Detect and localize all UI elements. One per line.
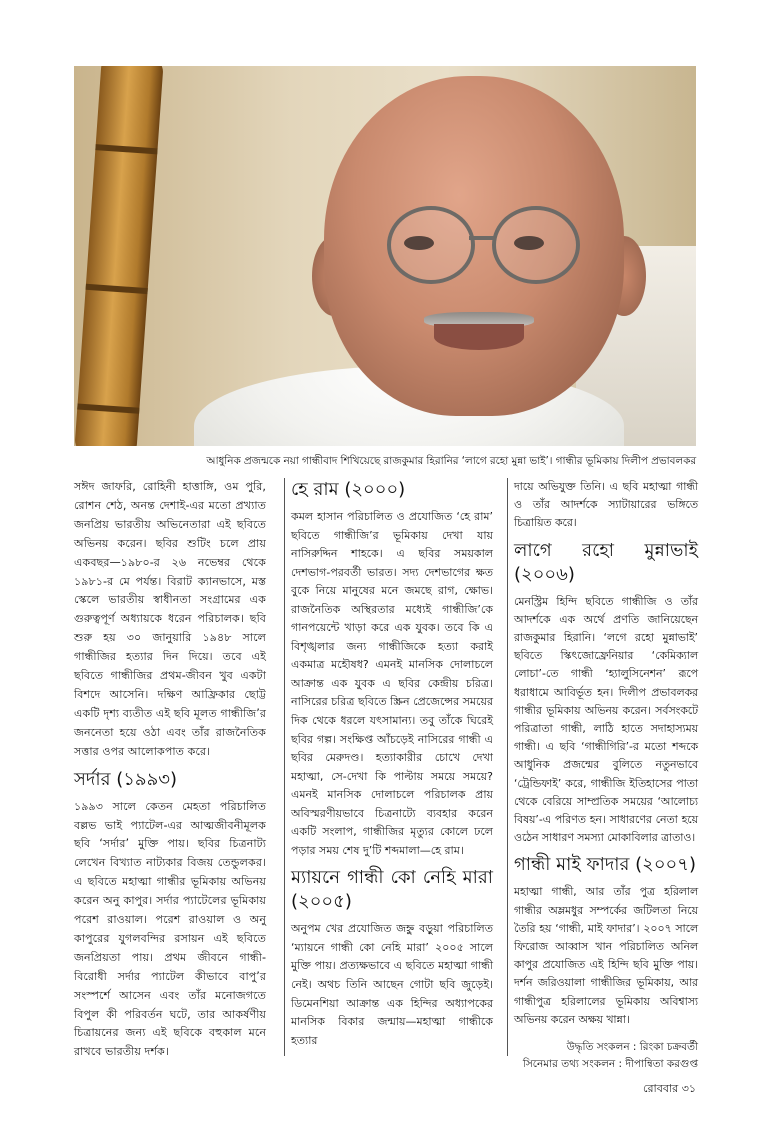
credit-film-info: সিনেমার তথ্য সংকলন : দীপান্বিতা করগুপ্ত <box>522 1058 698 1071</box>
section-heading-sardar: সর্দার (১৯৯৩) <box>74 768 177 790</box>
photo-right-spectacle <box>492 206 580 284</box>
column-3 <box>507 478 698 1071</box>
gandhi-photo <box>74 66 696 446</box>
photo-left-spectacle <box>387 206 475 284</box>
hey-ram-paragraph: কমল হাসান পরিচালিত ও প্রযোজিত ‘হে রাম’ ছবিতে গান্ধীজি’র ভূমিকায় দেখা যায় নাসিরুদ্দিন শাহকে। এ ছবির সময়কাল দেশভাগ-পরবর্তী ভারত। সদ্য দেশভাগের ক্ষত বুকে নিয়ে মানুষের মনে জমছে রাগ, ক্ষোভ। রাজনৈতিক অস্থিরতার মধ্যেই গান্ধীজি’কে গানপয়েন্টে খাড়া করে এক যুবক। তবে কি এ বিশৃঙ্খলার জন্য গান্ধীজিকে হত্যা করাই একমাত্র মহৌষধ? এমনই মানসিক দোলাচলে আক্রান্ত এক যুবক এ ছবির কেন্দ্রীয় চরিত্র। নাসিরের চরিত্র ছবিতে স্ক্রিন প্রেজেন্সের সময়ের দিক থেকে ধরলে যৎসামান্য। তবু তাঁকে ঘিরেই ছবির গল্প। সংক্ষিপ্ত আঁচড়েই নাসিরের গান্ধী এ ছবির মেরুদণ্ড। হত্যাকারীর চোখে দেখা মহাত্মা, সে-দেখা কি পাল্টায় সময়ে সময়ে? এমনই মানসিক দোলাচলে পরিচালক প্রায় অবিস্মরণীয়ভাবে চিত্রনাট্যে ব্যবহার করেন একটি সংলাপ, গান্ধীজির মৃত্যুর কোলে ঢলে পড়ার সময় শেষ দু’টি শব্দমালা—হে রাম। <box>291 510 493 857</box>
sardar-paragraph: ১৯৯৩ সালে কেতন মেহতা পরিচালিত বল্লভ ভাই প্যাটেল-এর আত্মজীবনীমূলক ছবি ‘সর্দার’ মুক্তি পায়। ছবির চিত্রনাট্য লেখেন বিখ্যাত নাট্যকার বিজয় তেন্ডুলকর। এ ছবিতে মহাত্মা গান্ধীর ভূমিকায় অভিনয় করেন অনু কাপুর। সর্দার প্যাটেলের ভূমিকায় পরেশ রাওয়াল। পরেশ রাওয়াল ও অনু কাপুরের যুগলবন্দির রসায়ন এই ছবিতে জনপ্রিয়তা পায়। প্রথম জীবনে গান্ধী-বিরোধী সর্দার প্যাটেল কীভাবে বাপু’র সংস্পর্শে আসেন এবং তাঁর মনোজগতে বিপুল কী পরিবর্তন ঘটে, তার আকর্ষণীয় চিত্রায়নের জন্য এই ছবিকে বহুকাল মনে রাখবে ভারতীয় দর্শক। <box>74 799 266 1059</box>
photo-smile <box>434 324 524 350</box>
section-heading-maine-gandhi: ম্যায়নে গান্ধী কো নেহি মারা (২০০৫) <box>291 867 493 913</box>
credit-quotes: উদ্ধৃতি সংকলন : রিংকা চক্রবর্তী <box>566 1041 698 1054</box>
gandhi-my-father-paragraph: মহাত্মা গান্ধী, আর তাঁর পুত্র হরিলাল গান্ধীর অম্লমধুর সম্পর্কের জটিলতা নিয়ে তৈরি হয় ‘গান্ধী, মাই ফাদার’। ২০০৭ সালে ফিরোজ আব্বাস খান পরিচালিত অনিল কাপুর প্রযোজিত এই হিন্দি ছবি মুক্তি পায়। দর্শন জরিওয়ালা গান্ধীজির ভূমিকায়, আর গান্ধীপুত্র হরিলালের ভূমিকায় অবিশ্বাস্য অভিনয় করেন অক্ষয় খান্না। <box>514 885 698 1026</box>
column-2 <box>284 478 493 1056</box>
continued-paragraph: দায়ে অভিযুক্ত তিনি। এ ছবি মহাত্মা গান্ধী ও তাঁর আদর্শকে স্যাটায়ারের ভঙ্গিতে চিত্রায়িত করে। <box>514 480 698 530</box>
section-heading-gandhi-my-father: গান্ধী মাই ফাদার (২০০৭) <box>514 854 696 876</box>
column-1 <box>74 478 266 1062</box>
photo-spectacle-bridge <box>469 236 495 240</box>
section-heading-munnabhai: লাগে রহো মুন্নাভাই (২০০৬) <box>514 539 698 585</box>
section-heading-hey-ram: হে রাম (২০০০) <box>291 479 406 500</box>
maine-gandhi-paragraph: অনুপম খের প্রযোজিত জহ্নু বড়ুয়া পরিচালিত ‘ম্যায়নে গান্ধী কো নেহি মারা’ ২০০৫ সালে মুক্তি পায়। প্রত্যক্ষভাবে এ ছবিতে মহাত্মা গান্ধী নেই। অথচ তিনি আছেন গোটা ছবি জুড়েই। ডিমেনশিয়া আক্রান্ত এক হিন্দির অধ্যাপকের মানসিক বিকার জন্মায়—মহাত্মা গান্ধীকে হত্যার <box>291 922 493 1047</box>
page-folio: রোববার ৩১ <box>643 1082 696 1095</box>
munnabhai-paragraph: মেনস্ট্রিম হিন্দি ছবিতে গান্ধীজি ও তাঁর আদর্শকে এক অর্থে প্রণতি জানিয়েছেন রাজকুমার হিরানি। ‘লগে রহো মুন্নাভাই’ ছবিতে স্কিৎজোফ্রেনিয়ার ‘কেমিক্যাল লোচা’-তে গান্ধী ‘হ্যালুসিনেশন’ রূপে ধরাধামে আবির্ভূত হন। দিলীপ প্রভাবলকর গান্ধীর ভূমিকায় অভিনয় করেন। সর্বসংকটে পরিত্রাতা গান্ধী, লাঠি হাতে সদাহাস্যময় গান্ধী। এ ছবি ‘গান্ধীগিরি’-র মতো শব্দকে আধুনিক প্রজন্মের বুলিতে নতুনভাবে ‘ট্রেন্ডিফাই’ করে, গান্ধীজি ইতিহাসের পাতা থেকে বেরিয়ে সাম্প্রতিক সময়ের ‘আলোচ্য বিষয়’-এ পরিণত হন। সাধারণের নেতা হয়ে ওঠেন সাধারণ সমস্যা মোকাবিলার ত্রাতাও। <box>514 594 698 845</box>
intro-paragraph: সঈদ জাফরি, রোহিনী হাত্তাঙ্গি, ওম পুরি, রোশন শেঠ, অনন্ত দেশাই-এর মতো প্রখ্যাত জনপ্রিয় ভারতীয় অভিনেতারা এই ছবিতে অভিনয় করেন। ছবির শুটিং চলে প্রায় একবছর—১৯৮০-র ২৬ নভেম্বর থেকে ১৯৮১-র মে পর্যন্ত। বিরাট ক্যানভাসে, মস্ত স্কেলে ভারতীয় স্বাধীনতা সংগ্রামের এক গুরুত্বপূর্ণ অধ্যায়কে ধরেন পরিচালক। ছবি শুরু হয় ৩০ জানুয়ারি ১৯৪৮ সালে গান্ধীজির হত্যার দিন দিয়ে। তবে এই ছবিতে গান্ধীজির প্রথম-জীবন খুব একটা বিশদে আসেনি। দক্ষিণ আফ্রিকার ছোট্ট একটি দৃশ্য ব্যতীত এই ছবি মূলত গান্ধীজি’র জননেতা হয়ে ওঠা এবং তাঁর রাজনৈতিক সত্তার ওপর আলোকপাত করে। <box>74 480 266 758</box>
photo-caption: আধুনিক প্রজন্মকে নয়া গান্ধীবাদ শিখিয়েছে রাজকুমার হিরানির ‘লাগে রহো মুন্না ভাই’। গান্ধীর ভূমিকায় দিলীপ প্রভাবলকর <box>206 455 696 467</box>
credits <box>514 1039 698 1073</box>
